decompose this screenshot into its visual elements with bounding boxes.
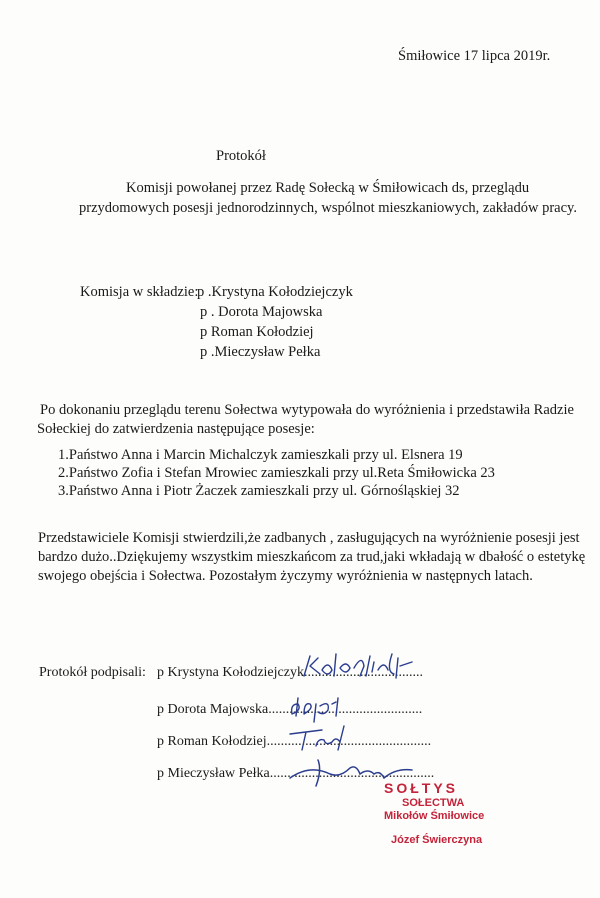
stamp-name: Józef Świerczyna bbox=[391, 834, 483, 846]
stamp-title: SOŁTYS bbox=[384, 780, 459, 796]
signer-name: p Krystyna Kołodziejczyk bbox=[157, 665, 304, 680]
handwritten-signature bbox=[286, 688, 356, 724]
closing-line-2: bardzo dużo..Dziękujemy wszystkim mieszkańcom za trud,jaki wkładają w dbałość o estetykę bbox=[38, 549, 586, 565]
commission-label: Komisja w składzie: bbox=[80, 284, 199, 300]
subtitle-line-2: przydomowych posesji jednorodzinnych, wspólnot mieszkaniowych, zakładów pracy. bbox=[79, 200, 577, 216]
stamp-line-2: Mikołów Śmiłowice bbox=[384, 810, 485, 822]
closing-line-3: swojego obejścia i Sołectwa. Pozostałym życzymy wyróżnienia w następnych latach. bbox=[38, 568, 533, 584]
review-line-2: Sołeckiej do zatwierdzenia następujące posesje: bbox=[37, 421, 315, 437]
review-line-1: Po dokonaniu przeglądu terenu Sołectwa wytypowała do wyróżnienia i przedstawiła Radzie bbox=[40, 402, 574, 418]
nominee-item: 1.Państwo Anna i Marcin Michalczyk zamieszkali przy ul. Elsnera 19 bbox=[58, 447, 463, 463]
commission-member: p .Mieczysław Pełka bbox=[200, 344, 321, 360]
signature-dots: ............................................... bbox=[269, 766, 435, 781]
handwritten-signature bbox=[300, 648, 420, 684]
commission-member: p Roman Kołodziej bbox=[200, 324, 314, 340]
document-title: Protokół bbox=[216, 148, 266, 164]
signer-name: p Mieczysław Pełka bbox=[157, 766, 270, 781]
signer-name: p Dorota Majowska bbox=[157, 702, 269, 717]
subtitle-line-1: Komisji powołanej przez Radę Sołecką w Śmiłowicach ds, przeglądu bbox=[126, 180, 530, 196]
nominee-item: 2.Państwo Zofia i Stefan Mrowiec zamieszkali przy ul.Reta Śmiłowicka 23 bbox=[58, 465, 495, 481]
commission-member: p . Dorota Majowska bbox=[200, 304, 323, 320]
closing-line-1: Przedstawiciele Komisji stwierdzili,że zadbanych , zasługujących na wyróżnienie posesji jest bbox=[38, 530, 580, 546]
signer-name: p Roman Kołodziej bbox=[157, 734, 267, 749]
signature-dots: ............................................ bbox=[268, 702, 423, 717]
signature-dots: .................................. bbox=[303, 665, 423, 680]
commission-member: p .Krystyna Kołodziejczyk bbox=[197, 284, 353, 300]
signatures-label: Protokół podpisali: bbox=[39, 665, 146, 680]
nominee-item: 3.Państwo Anna i Piotr Żaczek zamieszkali przy ul. Górnośląskiej 32 bbox=[58, 483, 460, 499]
place-date: Śmiłowice 17 lipca 2019r. bbox=[398, 48, 551, 64]
stamp-line-1: SOŁECTWA bbox=[402, 797, 465, 809]
handwritten-signature bbox=[282, 720, 362, 756]
signature-dots: ............................................... bbox=[266, 734, 432, 749]
